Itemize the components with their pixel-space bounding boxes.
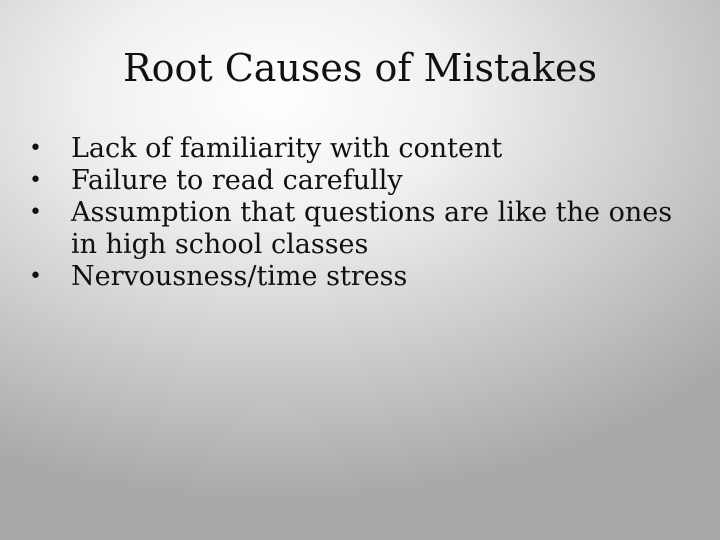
bullet-item (0, 197, 700, 261)
bullet-text: Lack of familiarity with content (71, 133, 503, 164)
bullet-item (0, 133, 700, 165)
bullet-icon: • (29, 264, 42, 289)
bullet-list (0, 133, 700, 293)
bullet-text: Assumption that questions are like the ones in high school classes (71, 197, 673, 260)
bullet-icon: • (29, 168, 42, 193)
bullet-icon: • (29, 136, 42, 161)
bullet-text: Failure to read carefully (71, 165, 403, 196)
bullet-item (0, 261, 700, 293)
bullet-item (0, 165, 700, 197)
bullet-text: Nervousness/time stress (71, 261, 408, 292)
bullet-icon: • (29, 200, 42, 225)
slide-title: Root Causes of Mistakes (122, 46, 598, 90)
